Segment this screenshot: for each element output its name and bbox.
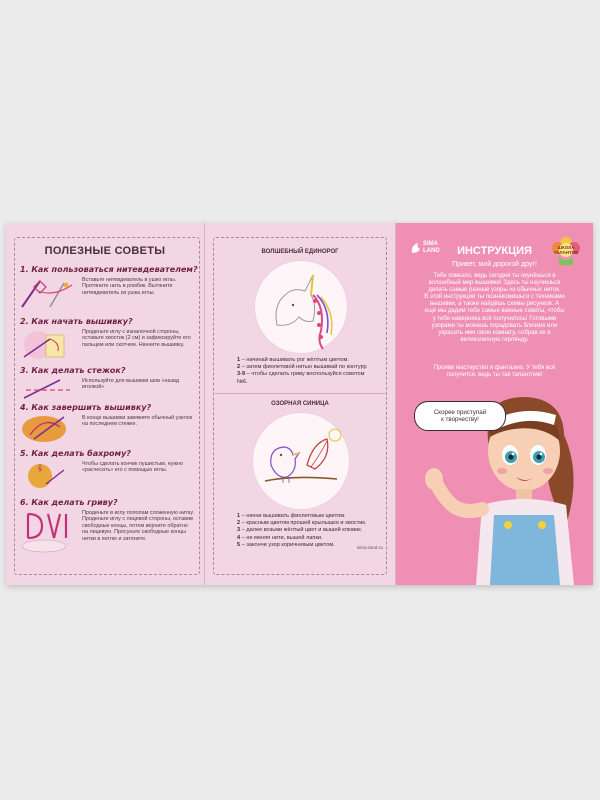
tip-start — [20, 317, 198, 363]
threader-illustration — [20, 277, 76, 311]
intro-text: Тебе повезло, ведь сегодня ты окунёшься в волшебный мир вышивки! Здесь ты научишься делать самые разные узоры из обычных ниток. В этой инструкции ты познакомишься с техниками вышивки, а также найдёшь схемы рисунков. А ещё мы дадим тебе самые важные советы, чтобы у тебя наверняка всё получилось! Готовыми узорами ты можешь порадовать близких или украсить ими свою комнату, собрав их в великолепную гирлянду. — [424, 273, 565, 343]
instruction-panel — [396, 223, 593, 585]
tip-stitch — [20, 366, 198, 400]
step-row: 2 – красным цветом прошей крылышко и хвостик. — [237, 520, 367, 527]
speech-bubble: Скорее приступай к творчеству! — [414, 401, 506, 431]
tip-fringe — [20, 449, 198, 491]
tip-question: 1. Как пользоваться нитевдевателем? — [20, 265, 198, 274]
badge-text: ШКОЛА ТАЛАНТОВ — [553, 245, 579, 255]
step-row: 3 – далее возьми жёлтый цвет и вышей клювик. — [237, 527, 363, 534]
tip-text: Используйте для вышивки шов «назад иголкой» — [82, 378, 180, 391]
logo-text: SIMA LAND — [423, 241, 440, 254]
tip-question: 3. Как делать стежок? — [20, 366, 126, 375]
outro-text: Прояви мастерство и фантазию. У тебя всё получится, ведь ты так талантлив! — [433, 365, 556, 379]
bird-drawing — [253, 413, 349, 509]
start-stitch-illustration — [20, 329, 76, 361]
tip-finish — [20, 403, 198, 443]
bird-scheme — [253, 413, 349, 509]
step-row: 4 – не меняя нити, вышей лапки. — [237, 534, 323, 541]
instruction-leaflet — [6, 223, 593, 585]
knot-illustration — [20, 413, 76, 443]
step-row: 5 – закончи узор коричневым цветом. — [237, 541, 335, 548]
bird-steps — [237, 513, 385, 549]
scheme-title-bird: ОЗОРНАЯ СИНИЦА — [271, 401, 329, 407]
step-row: 1 – начинай вышивать рог жёлтым цветом. — [237, 357, 349, 363]
greeting: Привет, мой дорогой друг! — [452, 261, 537, 268]
step-row: 1 – начни вышивать фиолетовым цветом. — [237, 513, 346, 519]
instruction-title: ИНСТРУКЦИЯ — [457, 245, 532, 257]
tip-question: 6. Как делать гриву? — [20, 498, 118, 507]
step-row: №6. — [237, 378, 248, 385]
unicorn-drawing — [255, 261, 347, 353]
scheme-divider — [215, 393, 385, 394]
tip-text: В конце вышивки завяжите обычный узелок на последнем стежке. — [82, 415, 193, 428]
step-row: 3-9 – чтобы сделать гриву воспользуйся советом — [237, 371, 365, 378]
tip-text: Вставьте нитевдеватель в ушко иглы. Протяните нить в ромбик. Вытяните нитевдеватель из ушка иглы. — [82, 277, 177, 296]
tip-question: 4. Как завершить вышивку? — [20, 403, 152, 412]
mane-illustration — [20, 510, 76, 554]
fringe-illustration — [20, 460, 76, 490]
step-row: 2 – затем фиолетовой нитью вышивай по контуру. — [237, 364, 368, 371]
scheme-title-unicorn: ВОЛШЕБНЫЙ ЕДИНОРОГ — [261, 249, 339, 255]
tip-mane — [20, 498, 198, 562]
unicorn-steps — [237, 357, 385, 386]
tip-question: 5. Как делать бахрому? — [20, 449, 131, 458]
tips-title: ПОЛЕЗНЫЕ СОВЕТЫ — [44, 245, 166, 257]
unicorn-scheme — [255, 261, 347, 353]
tip-text: Проденьте в иглу пополам сложенную нитку. Проденьте иглу с лицевой стороны, оставив свободные концы, потом верните обратно на лицевую. Просуньте свободные концы нитки в петлю и затяните. — [82, 510, 194, 542]
backstitch-illustration — [20, 378, 76, 400]
tip-text: Проденьте иглу с изнаночной стороны, оставьте хвостик (2 см) и зафиксируйте его пальцем или скотчем. Начните вышивку. — [82, 329, 191, 348]
site-label: sima-land.ru — [356, 546, 383, 551]
schemes-panel — [205, 223, 395, 585]
tip-question: 2. Как начать вышивку? — [20, 317, 133, 326]
tip-text: Чтобы сделать кончик пушистым, нужно «расчесать» его с помощью иглы. — [82, 461, 183, 474]
tip-threader — [20, 265, 198, 313]
tips-panel — [6, 223, 204, 585]
